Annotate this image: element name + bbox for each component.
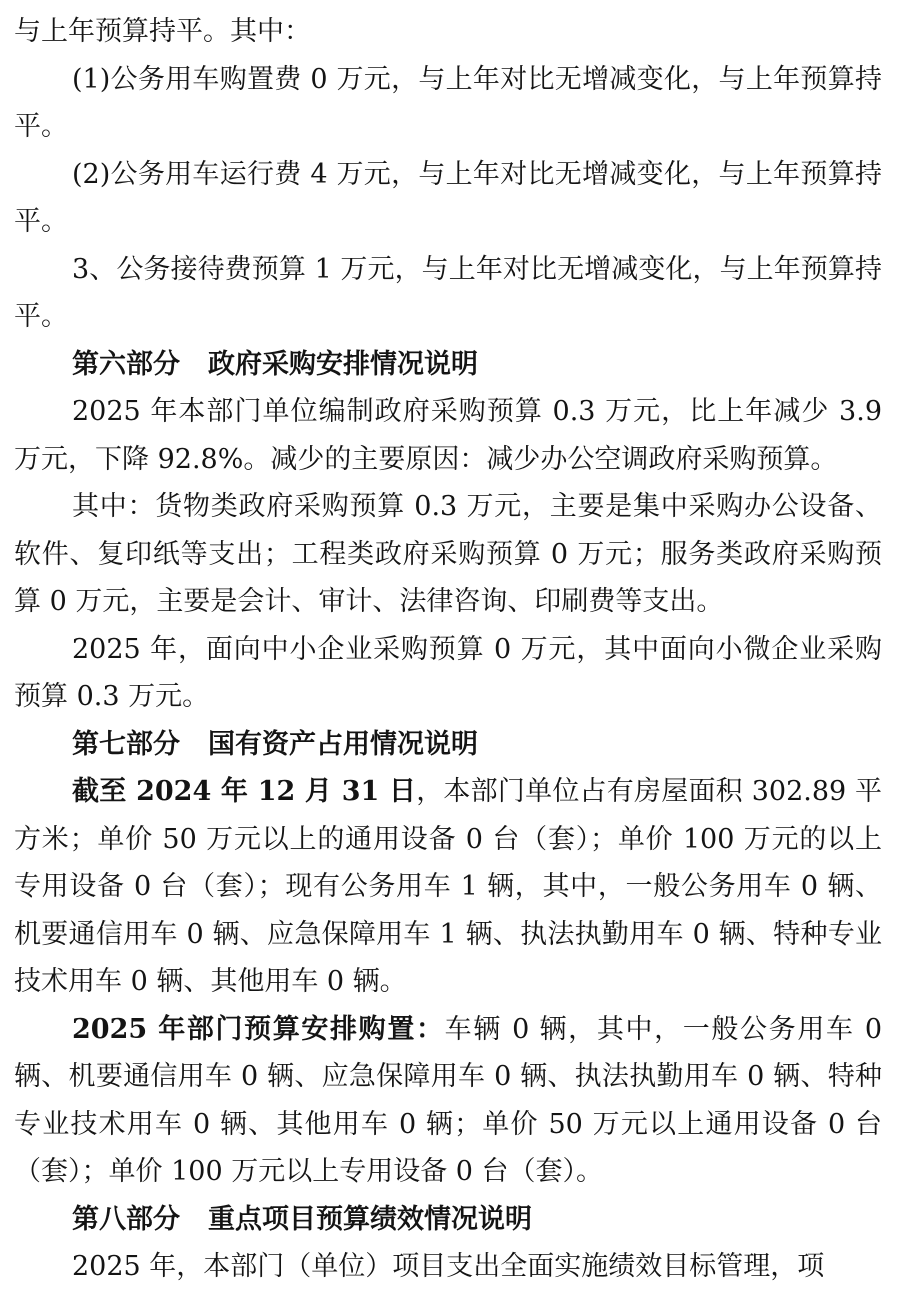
paragraph-procurement-budget: 2025 年本部门单位编制政府采购预算 0.3 万元，比上年减少 3.9 万元，下降 92.8%。减少的主要原因：减少办公空调政府采购预算。 [14, 396, 882, 475]
paragraph-performance: 2025 年，本部门（单位）项目支出全面实施绩效目标管理，项 [72, 1251, 825, 1282]
bold-lead: 截至 2024 年 12 月 31 日 [72, 776, 417, 807]
section-heading-part6 [14, 341, 882, 389]
document-page [14, 8, 882, 1291]
paragraph-budget-flat: 与上年预算持平。其中： [14, 16, 311, 47]
bold-lead: 2025 年部门预算安排购置： [72, 1013, 445, 1045]
paragraph-procurement-breakdown: 其中：货物类政府采购预算 0.3 万元，主要是集中采购办公设备、软件、复印纸等支出；工程类政府采购预算 0 万元；服务类政府采购预算 0 万元，主要是会计、审计、法律咨询、印刷费等支出。 [14, 491, 882, 617]
paragraph-vehicle-operation: (2)公务用车运行费 4 万元，与上年对比无增减变化，与上年预算持平。 [14, 158, 882, 237]
section-heading-part7 [14, 721, 882, 769]
paragraph-body: 车辆 0 辆，其中，一般公务用车 0 辆、机要通信用车 0 辆、应急保障用车 0 辆、执法执勤用车 0 辆、特种专业技术用车 0 辆、其他用车 0 辆；单价 50 万元以上通用设备 0 台（套）；单价 100 万元以上专用设备 0 台（套）。 [14, 1013, 883, 1187]
section-number: 第七部分 [72, 728, 180, 760]
paragraph-sme-procurement: 2025 年，面向中小企业采购预算 0 万元，其中面向小微企业采购预算 0.3 万元。 [14, 633, 882, 712]
paragraph-asset-purchase [14, 1006, 882, 1196]
paragraph-reception-fee: 3、公务接待费预算 1 万元，与上年对比无增减变化，与上年预算持平。 [14, 253, 882, 332]
section-heading-part8 [14, 1196, 882, 1244]
section-title: 政府采购安排情况说明 [208, 348, 478, 380]
section-number: 第六部分 [72, 348, 180, 380]
section-number: 第八部分 [72, 1203, 180, 1235]
paragraph-asset-status [14, 768, 882, 1006]
paragraph-body: ，本部门单位占有房屋面积 302.89 平方米；单价 50 万元以上的通用设备 0 台（套）；单价 100 万元的以上专用设备 0 台（套）；现有公务用车 1 辆，其中，一般公务用车 0 辆、机要通信用车 0 辆、应急保障用车 1 辆、执法执勤用车 0 辆、特种专业技术用车 0 辆、其他用车 0 辆。 [14, 776, 882, 997]
section-title: 国有资产占用情况说明 [208, 728, 478, 760]
section-title: 重点项目预算绩效情况说明 [208, 1203, 532, 1235]
paragraph-vehicle-purchase: (1)公务用车购置费 0 万元，与上年对比无增减变化，与上年预算持平。 [14, 63, 882, 142]
